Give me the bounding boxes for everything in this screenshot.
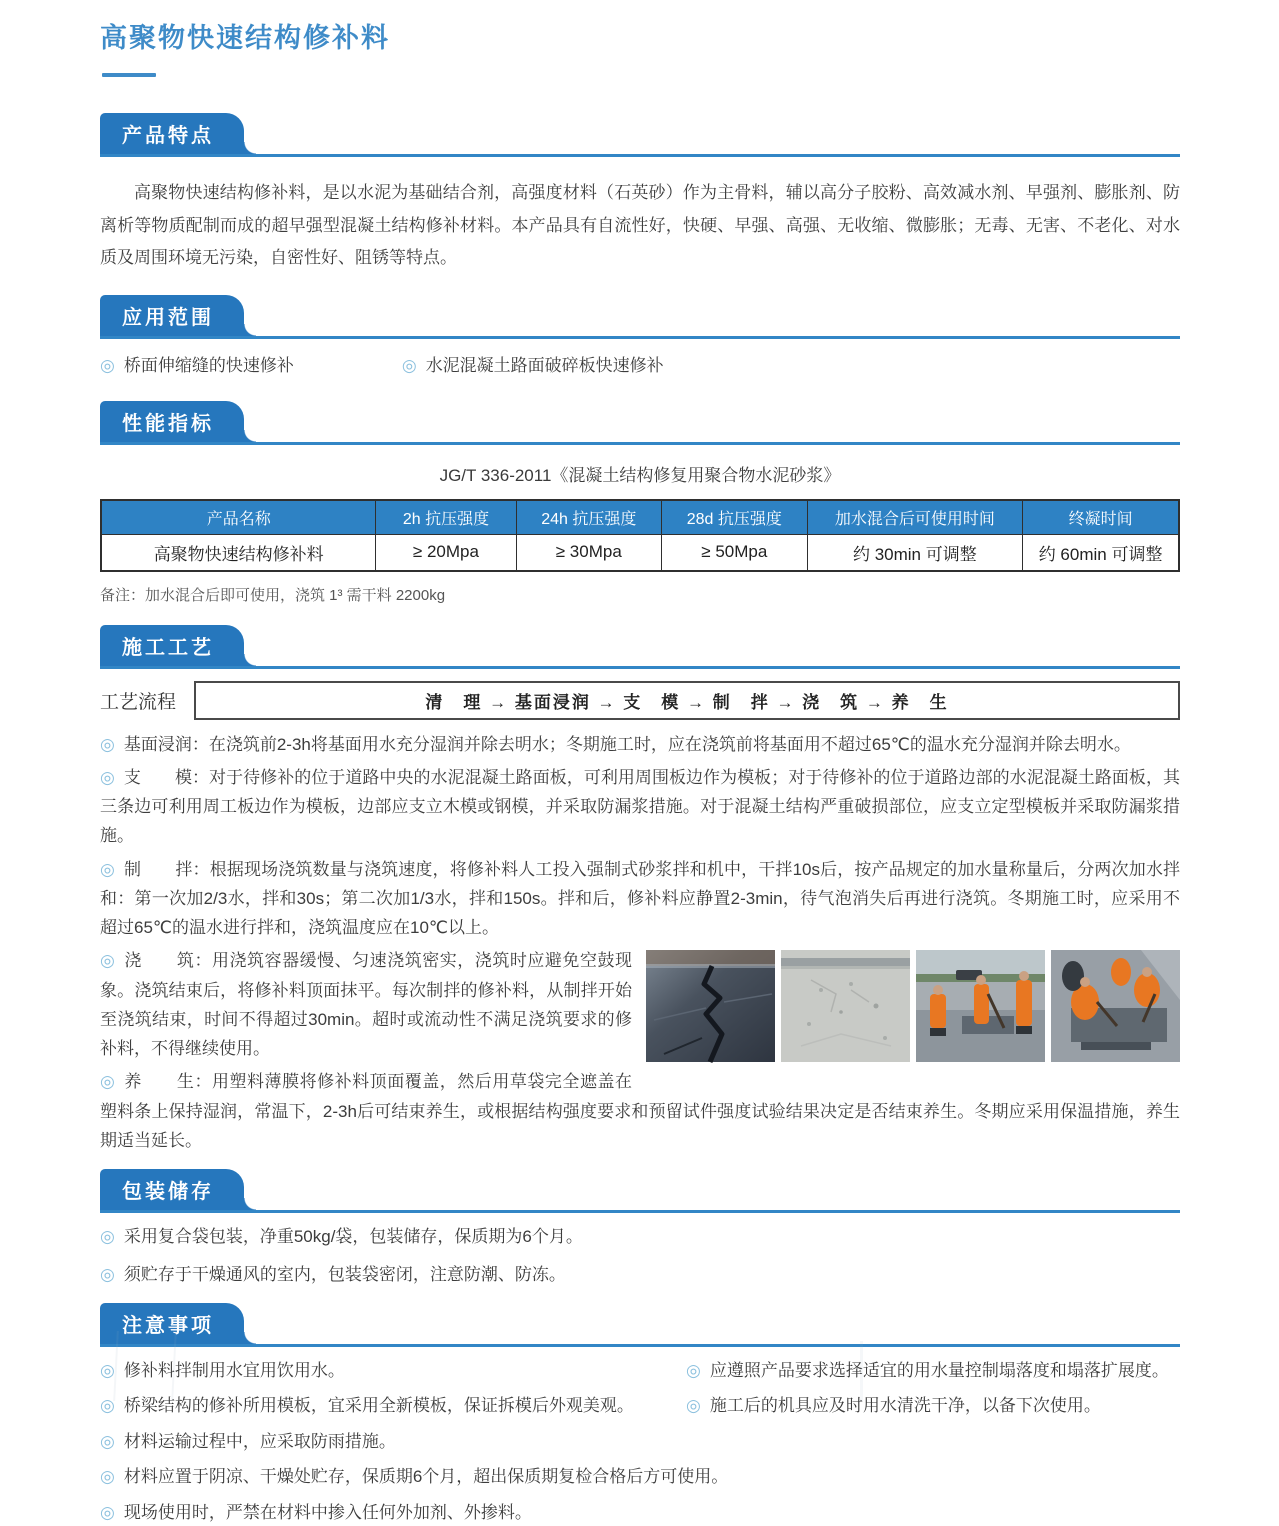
list-item	[100, 1393, 686, 1419]
section-applications	[100, 295, 1180, 381]
section-construction	[100, 625, 1180, 1155]
standard-caption: JG/T 336-2011《混凝土结构修复用聚合物水泥砂浆》	[439, 465, 841, 485]
circle-bullet-icon	[100, 768, 124, 787]
section-tab-applications: 应用范围	[100, 295, 244, 336]
table-note: 备注：加水混合后即可使用，浇筑 1³ 需干料 2200kg	[100, 586, 446, 604]
circle-bullet-icon	[100, 356, 124, 375]
table-cell: 高聚物快速结构修补料	[101, 534, 376, 571]
section-head	[100, 113, 1180, 157]
application-items	[100, 352, 1180, 381]
table-header-cell: 28d 抗压强度	[662, 500, 808, 535]
construction-step	[100, 763, 1180, 851]
construction-step	[100, 855, 1180, 943]
workers-finishing-photo	[1051, 950, 1180, 1062]
section-head	[100, 295, 1180, 339]
step-text: 浇 筑：用浇筑容器缓慢、匀速浇筑密实，浇筑时应避免空鼓现象。浇筑结束后，将修补料顶面抹平。每次制拌的修补料，从制拌开始至浇筑结束，时间不得超过30min。超时或流动性不满足浇筑要求的修补料，不得继续使用。	[100, 951, 632, 1059]
circle-bullet-icon	[100, 1432, 124, 1451]
page-header	[100, 16, 1180, 77]
circle-bullet-icon	[100, 1396, 124, 1415]
circle-bullet-icon	[100, 1227, 124, 1246]
step-text: 支 模：对于待修补的位于道路中央的水泥混凝土路面板，可利用周围板边作为模板；对于待修补的位于道路边部的水泥混凝土路面板，其三条边可利用周工板边作为模板，边部应支立木模或钢模，并采取防漏浆措施。对于混凝土结构严重破损部位，应支立定型模板并采取防漏浆措施。	[100, 768, 1180, 846]
table-cell: ≥ 50Mpa	[662, 534, 808, 571]
list-item	[100, 1261, 1180, 1289]
circle-bullet-icon	[100, 860, 124, 879]
construction-steps	[100, 730, 1180, 1155]
process-flow-label: 工艺流程	[100, 691, 177, 713]
step-text: 养 生：用塑料薄膜将修补料顶面覆盖，然后用草袋完全遮盖在塑料条上保持湿润，常温下，2-3h后可结束养生，或根据结构强度要求和预留试件强度试验结果决定是否结束养生。冬期应采用保温措施，养生期适当延长。	[100, 1072, 1180, 1150]
section-head	[100, 1169, 1180, 1213]
packaging-items	[100, 1223, 1180, 1289]
table-header-cell: 2h 抗压强度	[376, 500, 516, 535]
list-item	[100, 352, 294, 381]
list-item-text: 施工后的机具应及时用水清洗干净，以备下次使用。	[709, 1396, 1101, 1416]
section-head	[100, 401, 1180, 445]
list-item-text: 材料应置于阴凉、干燥处贮存，保质期6个月，超出保质期复检合格后方可使用。	[123, 1467, 729, 1487]
section-tab-performance: 性能指标	[100, 401, 244, 442]
circle-bullet-icon	[100, 1467, 124, 1486]
section-head	[100, 1303, 1180, 1347]
list-item-text: 现场使用时，严禁在材料中掺入任何外加剂、外掺料。	[123, 1502, 532, 1522]
features-paragraph: 高聚物快速结构修补料，是以水泥为基础结合剂，高强度材料（石英砂）作为主骨料，辅以高分子胶粉、高效减水剂、早强剂、膨胀剂、防离析等物质配制而成的超早强型混凝土结构修补材料。本产品具有自流性好，快硬、早强、高强、无收缩、微膨胀；无毒、无害、不老化、对水质及周围环境无污染，自密性好、阻锈等特点。	[100, 183, 1180, 268]
section-tab-notes: 注意事项	[100, 1303, 244, 1344]
table-header-row	[101, 500, 1179, 535]
circle-bullet-icon	[100, 1265, 124, 1284]
cracked-pavement-photo	[646, 950, 775, 1062]
construction-step	[100, 730, 1180, 759]
circle-bullet-icon	[100, 1072, 124, 1091]
section-features	[100, 113, 1180, 275]
section-tab-construction: 施工工艺	[100, 625, 244, 666]
list-item-text: 桥梁结构的修补所用模板，宜采用全新模板，保证拆模后外观美观。	[123, 1396, 634, 1416]
circle-bullet-icon	[100, 1361, 124, 1380]
notes-grid	[100, 1358, 1180, 1526]
performance-table	[100, 499, 1180, 572]
list-item	[100, 1464, 1180, 1490]
construction-photos	[646, 950, 1180, 1062]
table-header-cell: 24h 抗压强度	[516, 500, 662, 535]
step-text: 制 拌：根据现场浇筑数量与浇筑速度，将修补料人工投入强制式砂浆拌和机中，干拌10s后，按产品规定的加水量称量后，分两次加水拌和：第一次加2/3水，拌和30s；第二次加1/3水，拌和150s。拌和后，修补料应静置2-3min，待气泡消失后再进行浇筑。冬期施工时，应采用不超过65℃的温水进行拌和，浇筑温度应在10℃以上。	[100, 859, 1180, 938]
circle-bullet-icon	[100, 951, 124, 970]
construction-step	[100, 1067, 1180, 1155]
list-item	[100, 1358, 686, 1384]
list-item-text: 采用复合袋包装，净重50kg/袋，包装储存，保质期为6个月。	[123, 1227, 583, 1247]
section-tab-packaging: 包装储存	[100, 1169, 244, 1210]
process-flow-box: 清 理 → 基面浸润 → 支 模 → 制 拌 → 浇 筑 → 养 生	[194, 681, 1180, 720]
step-text: 基面浸润：在浇筑前2-3h将基面用水充分湿润并除去明水；冬期施工时，应在浇筑前将基面用不超过65℃的温水充分湿润并除去明水。	[123, 734, 1131, 754]
list-item-text: 材料运输过程中，应采取防雨措施。	[123, 1431, 396, 1451]
list-item	[100, 1500, 1180, 1526]
section-tab-features: 产品特点	[100, 113, 244, 154]
section-packaging	[100, 1169, 1180, 1289]
list-item-text: 水泥混凝土路面破碎板快速修补	[425, 355, 664, 375]
title-underline	[102, 73, 156, 77]
table-row	[101, 534, 1179, 571]
circle-bullet-icon	[402, 356, 426, 375]
list-item	[100, 1429, 1180, 1455]
damaged-surface-photo	[781, 950, 910, 1062]
table-cell: 约 30min 可调整	[807, 534, 1023, 571]
list-item	[100, 1223, 1180, 1251]
section-performance	[100, 401, 1180, 605]
page-title: 高聚物快速结构修补料	[100, 23, 390, 53]
table-cell: ≥ 30Mpa	[516, 534, 662, 571]
list-item-text: 须贮存于干燥通风的室内，包装袋密闭，注意防潮、防冻。	[123, 1265, 566, 1285]
table-header-cell: 加水混合后可使用时间	[807, 500, 1023, 535]
section-notes	[100, 1303, 1180, 1526]
section-head	[100, 625, 1180, 669]
process-flow-row	[100, 681, 1180, 720]
table-cell: ≥ 20Mpa	[376, 534, 516, 571]
circle-bullet-icon	[100, 735, 124, 754]
table-header-cell: 产品名称	[101, 500, 376, 535]
list-item-text: 修补料拌制用水宜用饮用水。	[123, 1361, 345, 1381]
workers-repairing-photo	[916, 950, 1045, 1062]
list-item-text: 桥面伸缩缝的快速修补	[123, 355, 294, 375]
circle-bullet-icon	[686, 1396, 710, 1415]
list-item-text: 应遵照产品要求选择适宜的用水量控制塌落度和塌落扩展度。	[709, 1361, 1169, 1381]
circle-bullet-icon	[686, 1361, 710, 1380]
list-item	[402, 352, 664, 381]
list-item	[686, 1393, 1180, 1419]
list-item	[686, 1358, 1180, 1384]
table-header-cell: 终凝时间	[1023, 500, 1179, 535]
circle-bullet-icon	[100, 1503, 124, 1522]
table-cell: 约 60min 可调整	[1023, 534, 1179, 571]
